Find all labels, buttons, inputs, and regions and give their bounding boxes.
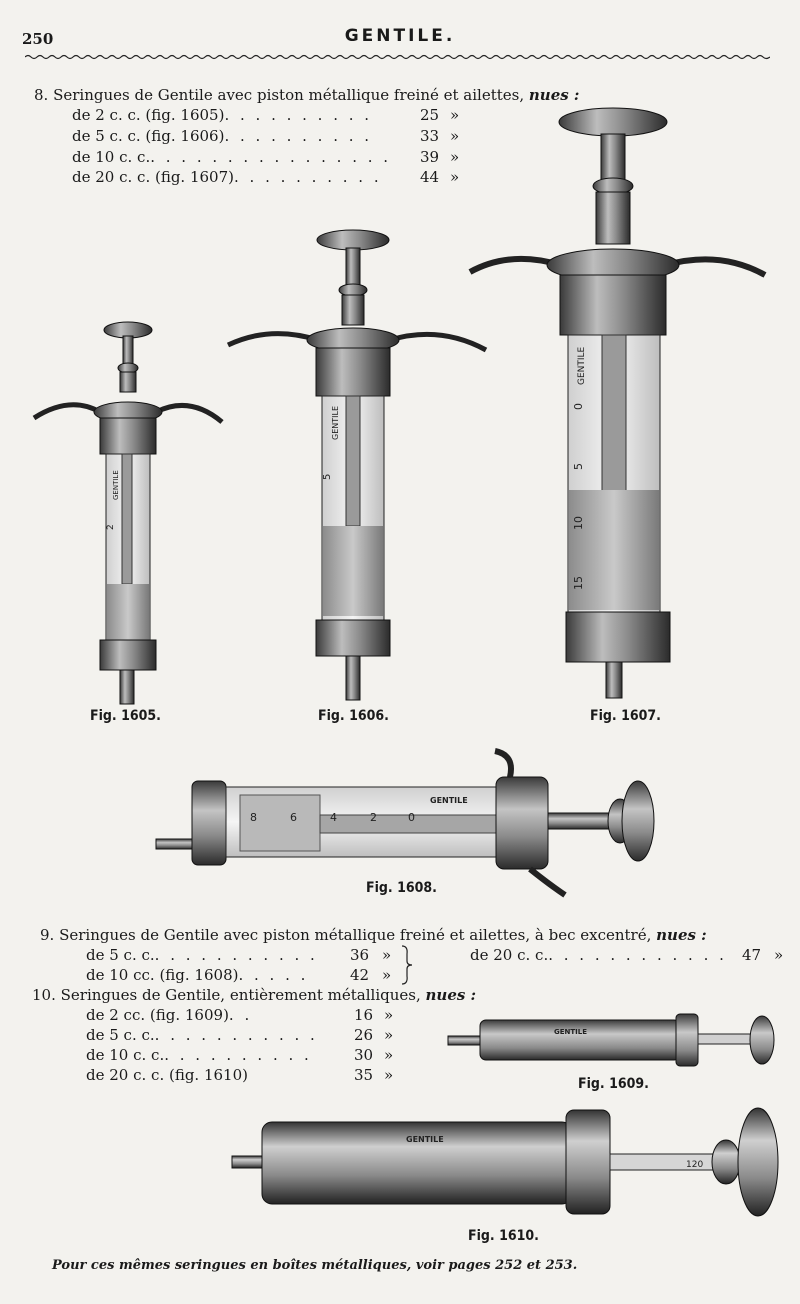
scale-label: 2: [106, 524, 116, 530]
brand-label: GENTILE: [112, 470, 120, 500]
section-10-row-2: de 5 c. c.. . . . . . . . . . . 26 »: [86, 1026, 394, 1044]
section-10-title-em: nues :: [425, 986, 477, 1004]
row-mark: »: [384, 1066, 394, 1084]
row-label: de 20 c. c. (fig. 1610): [86, 1066, 248, 1084]
section-9-right-row: de 20 c. c.. . . . . . . . . . . . 47 »: [470, 946, 784, 964]
section-10-heading: [32, 986, 476, 1004]
row-mark: »: [384, 1026, 394, 1044]
section-9-title-em: nues :: [656, 926, 707, 944]
section-8-row-2: de 5 c. c. (fig. 1606). . . . . . . . . . 33 »: [72, 127, 460, 145]
row-label: de 2 cc. (fig. 1609): [86, 1006, 229, 1024]
section-10-row-1: de 2 cc. (fig. 1609). . 16 »: [86, 1006, 394, 1024]
row-mark: »: [450, 168, 460, 186]
brand-label: GENTILE: [331, 406, 340, 440]
row-price: 33: [420, 127, 440, 145]
row-price: 25: [420, 106, 440, 124]
scale-label-15: 15: [572, 576, 585, 590]
section-10-row-4: [86, 1066, 406, 1084]
scale-6: 6: [290, 811, 297, 824]
section-8-title-em: nues :: [528, 86, 580, 104]
row-mark: »: [382, 946, 392, 964]
row-label: de 10 c. c.: [72, 148, 151, 166]
section-9-row-1: de 5 c. c.. . . . . . . . . . . 36 »: [86, 946, 392, 964]
row-label: de 5 c. c.: [86, 946, 155, 964]
header-rule: [25, 54, 770, 62]
fig-1606-caption: Fig. 1606.: [318, 708, 389, 724]
section-8-row-3: de 10 c. c.. . . . . . . . . . . . . . . . 39 »: [72, 148, 460, 166]
row-price: 26: [354, 1026, 374, 1044]
brand-label: GENTILE: [554, 1028, 588, 1036]
fig-1605-caption: Fig. 1605.: [90, 708, 161, 724]
section-8-row-4: de 20 c. c. (fig. 1607). . . . . . . . . . 44 »: [72, 168, 460, 186]
row-mark: »: [450, 106, 460, 124]
page-number: 250: [22, 30, 54, 48]
row-price: 36: [350, 946, 370, 964]
syringe-1607: [470, 108, 765, 698]
scale-label-5: 5: [572, 463, 585, 470]
fig-1607-caption: Fig. 1607.: [590, 708, 661, 724]
row-price: 39: [420, 148, 440, 166]
row-mark: »: [384, 1046, 394, 1064]
row-label: de 5 c. c.: [86, 1026, 155, 1044]
row-mark: »: [382, 966, 392, 984]
section-8-title: 8. Seringues de Gentile avec piston métallique freiné et ailettes,: [34, 86, 525, 104]
brand-label: GENTILE: [430, 796, 468, 805]
vertical-syringes-illustration: [0, 100, 800, 720]
section-9-title: 9. Seringues de Gentile avec piston métallique freiné et ailettes, à bec excentré,: [40, 926, 652, 944]
row-mark: »: [774, 946, 784, 964]
fig-1609-caption: Fig. 1609.: [578, 1076, 649, 1092]
scale-label: 5: [322, 473, 333, 480]
scale-label-10: 10: [572, 516, 585, 530]
scale-label: 120: [686, 1160, 704, 1170]
row-price: 16: [354, 1006, 374, 1024]
row-label: de 10 cc. (fig. 1608): [86, 966, 239, 984]
section-10-title: 10. Seringues de Gentile, entièrement métalliques,: [32, 986, 421, 1004]
scale-2: 2: [370, 811, 377, 824]
row-mark: »: [384, 1006, 394, 1024]
row-price: 42: [350, 966, 370, 984]
brand-label: GENTILE: [406, 1135, 444, 1144]
footer-note: Pour ces mêmes seringues en boîtes métalliques, voir pages 252 et 253.: [52, 1258, 578, 1273]
row-price: 47: [742, 946, 762, 964]
page-title: GENTILE.: [344, 26, 456, 46]
section-8-row-1: de 2 c. c. (fig. 1605). . . . . . . . . . 25 »: [72, 106, 460, 124]
row-label: de 20 c. c.: [470, 946, 549, 964]
fig-1608-caption: Fig. 1608.: [366, 880, 437, 896]
row-price: 35: [354, 1066, 374, 1084]
row-label: de 20 c. c. (fig. 1607): [72, 168, 234, 186]
scale-label-0: 0: [572, 403, 585, 410]
scale-8: 8: [250, 811, 257, 824]
scale-0: 0: [408, 811, 415, 824]
brace: [400, 944, 414, 986]
syringe-1610: [226, 1106, 786, 1232]
section-9-row-2: de 10 cc. (fig. 1608). . . . . 42 »: [86, 966, 392, 984]
row-price: 30: [354, 1046, 374, 1064]
brand-label: GENTILE: [577, 346, 587, 385]
section-10-row-3: de 10 c. c.. . . . . . . . . . 30 »: [86, 1046, 394, 1064]
row-price: 44: [420, 168, 440, 186]
row-mark: »: [450, 148, 460, 166]
row-label: de 2 c. c. (fig. 1605): [72, 106, 225, 124]
row-label: de 10 c. c.: [86, 1046, 165, 1064]
syringe-1606: [228, 230, 486, 700]
syringe-1605: [34, 322, 222, 704]
scale-4: 4: [330, 811, 337, 824]
section-9-heading: [40, 926, 707, 944]
fig-1610-caption: Fig. 1610.: [468, 1228, 539, 1244]
syringe-1609: [444, 1010, 784, 1076]
row-label: de 5 c. c. (fig. 1606): [72, 127, 225, 145]
row-mark: »: [450, 127, 460, 145]
